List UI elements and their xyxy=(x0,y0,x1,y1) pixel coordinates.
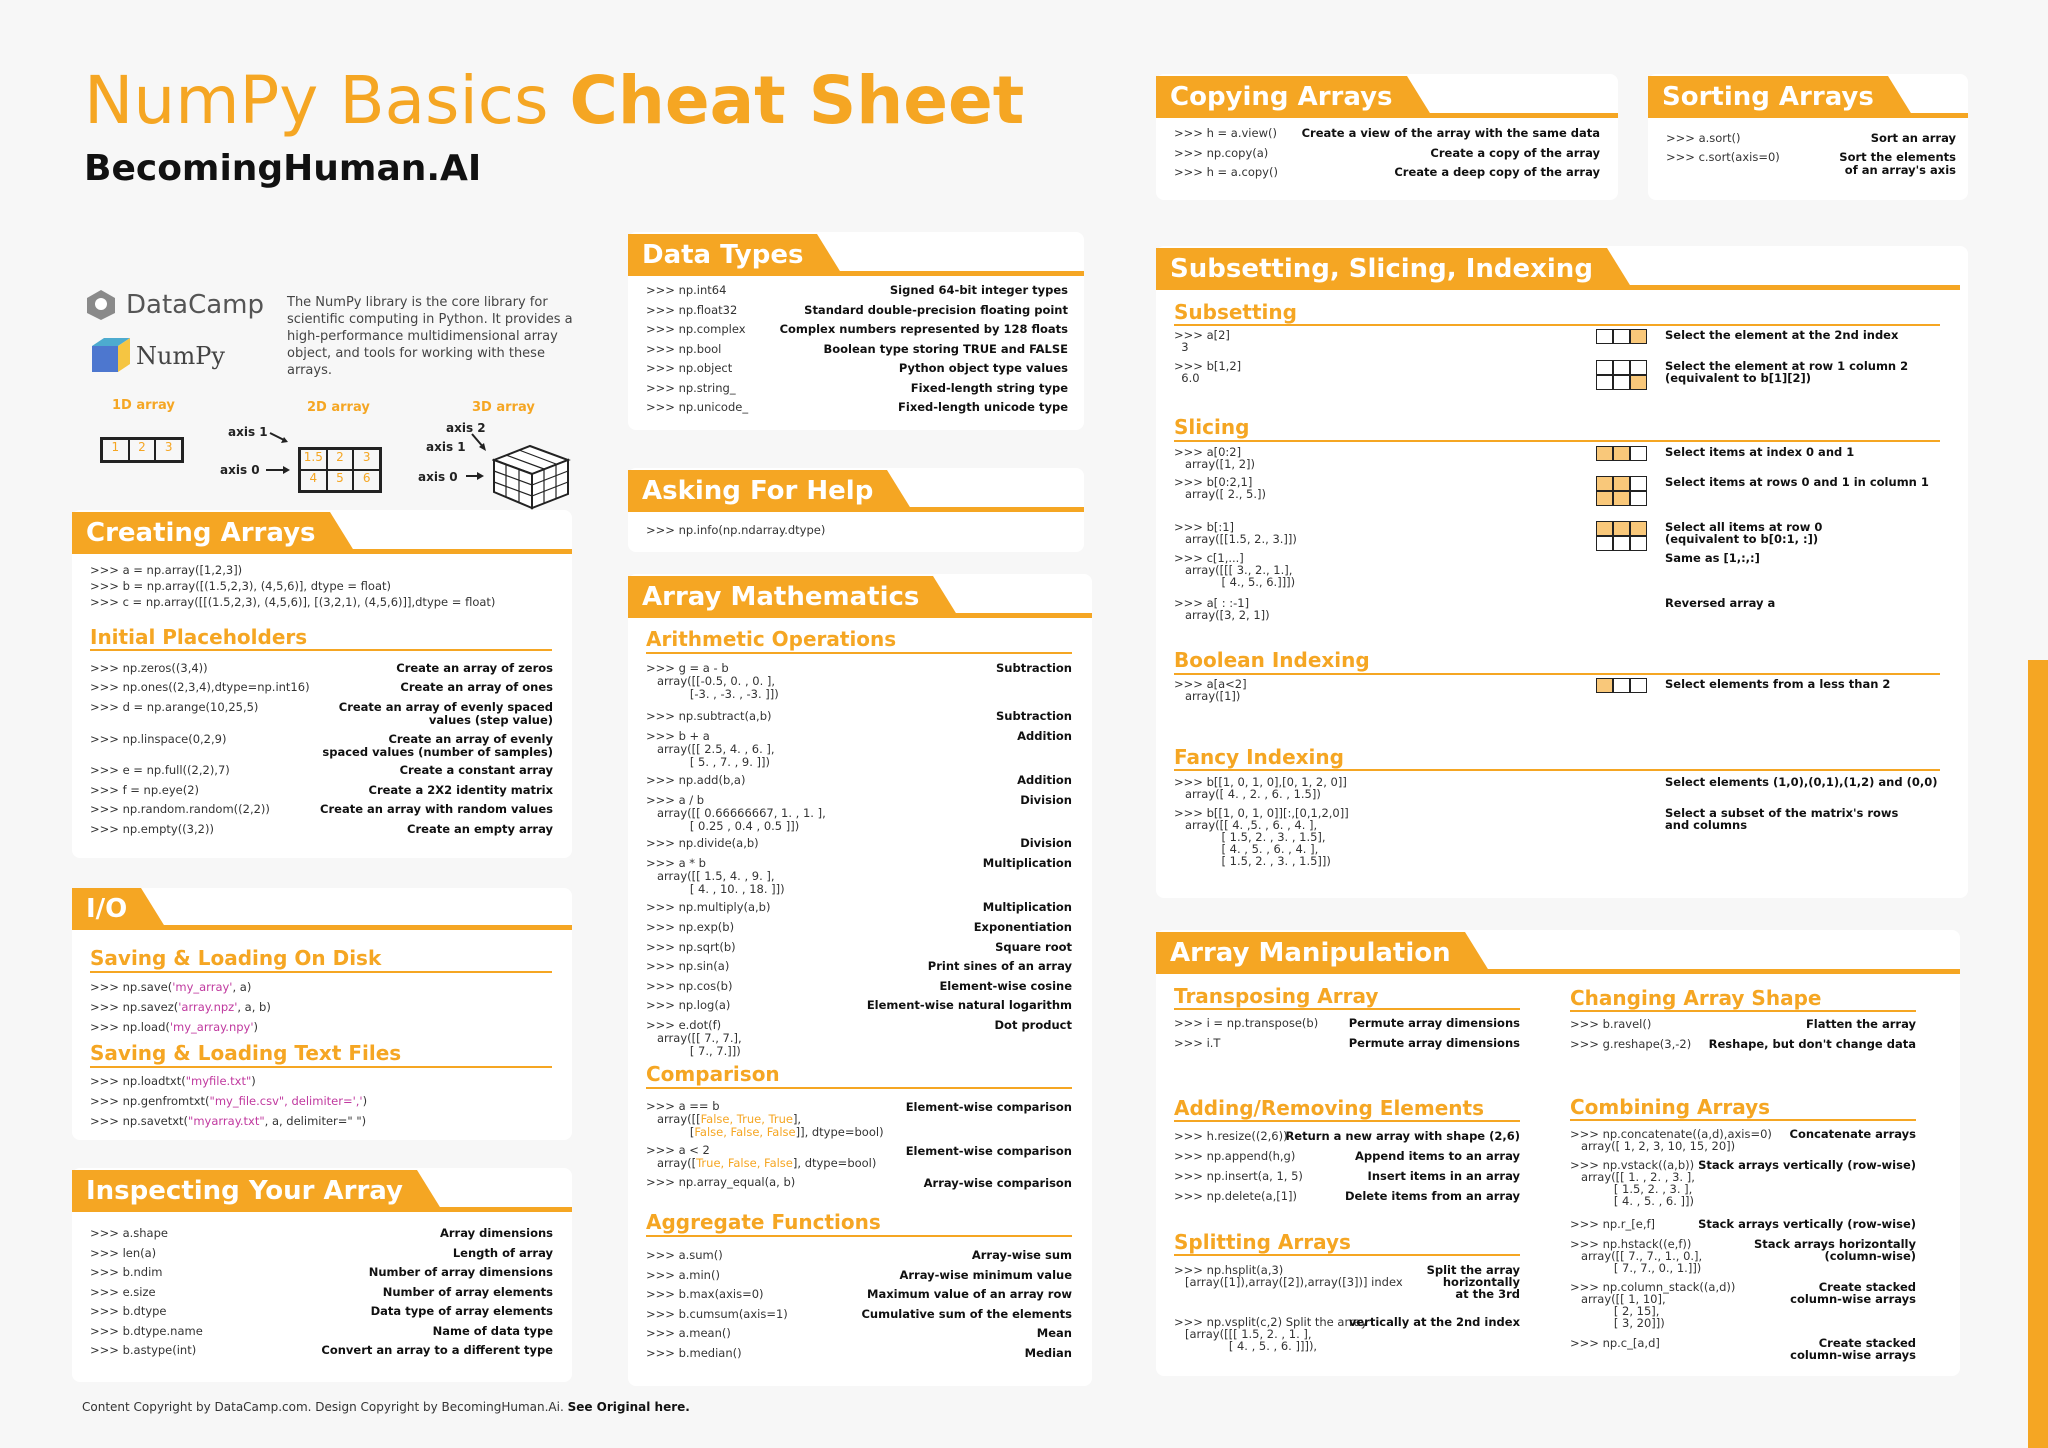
description: Boolean type storing TRUE and FALSE xyxy=(823,341,1068,356)
description: Return a new array with shape (2,6) xyxy=(1285,1129,1520,1143)
page-title xyxy=(84,62,1024,139)
label-2d-array: 2D array xyxy=(307,400,370,415)
divider xyxy=(72,1207,572,1212)
description: Select all items at row 0 (equivalent to b[0:1, :]) xyxy=(1665,520,1823,546)
description: Flatten the array xyxy=(1805,1017,1916,1031)
code-part: ], dtype=bool) xyxy=(792,1156,877,1170)
description: Array-wise comparison xyxy=(923,1176,1072,1190)
boolean-subtitle: Boolean Indexing xyxy=(1174,648,1370,672)
code-snippet: >>> i.T xyxy=(1174,1036,1221,1050)
code-snippet: >>> np.vsplit(c,2) Split the array [array([[[ 1.5, 2. , 1. ], [ 4. , 5. , 6. ]]]), xyxy=(1174,1315,1368,1353)
code-snippet: >>> np.divide(a,b) xyxy=(646,836,759,850)
slicing-subtitle: Slicing xyxy=(1174,415,1250,439)
label-1d-array: 1D array xyxy=(112,398,175,413)
mini-array-diagram xyxy=(1596,476,1647,491)
cell: 3 xyxy=(353,449,380,470)
description: Array-wise sum xyxy=(971,1248,1072,1262)
code-snippet: >>> np.column_stack((a,d)) array([[ 1, 10], [ 2, 15], [ 3, 20]]) xyxy=(1570,1280,1736,1330)
footer-text: Content Copyright by DataCamp.com. Design Copyright by BecomingHuman.Ai. xyxy=(82,1400,568,1414)
description: Create stacked column-wise arrays xyxy=(1790,1336,1916,1362)
code-snippet: >>> e.size xyxy=(90,1284,156,1299)
description: Element-wise comparison xyxy=(905,1100,1072,1114)
code-snippet: >>> np.hstack((e,f)) array([[ 7., 7., 1., 0.], [ 7., 7., 0., 1.]]) xyxy=(1570,1237,1703,1275)
code-snippet: >>> np.log(a) xyxy=(646,998,731,1012)
description: Standard double-precision floating point xyxy=(804,302,1068,317)
description: Create an array with random values xyxy=(320,802,553,816)
numpy-logo xyxy=(88,334,225,378)
code-snippet: >>> np.delete(a,[1]) xyxy=(1174,1189,1298,1203)
description: Cumulative sum of the elements xyxy=(861,1306,1072,1321)
code-snippet: >>> np.ones((2,3,4),dtype=np.int16) xyxy=(90,680,310,694)
description: Select items at rows 0 and 1 in column 1 xyxy=(1665,475,1929,489)
code-part: False, True, True xyxy=(700,1112,793,1126)
footer xyxy=(82,1400,690,1414)
aggregate-title: Aggregate Functions xyxy=(646,1210,881,1234)
code-snippet xyxy=(646,1176,795,1189)
code-snippet: >>> a.sort() xyxy=(1666,131,1741,145)
description: Delete items from an array xyxy=(1345,1189,1520,1203)
code-snippet: >>> h = a.copy() xyxy=(1174,165,1278,179)
code-snippet: >>> np.insert(a, 1, 5) xyxy=(1174,1169,1303,1183)
divider xyxy=(90,649,552,651)
code-snippet: >>> b[0:2,1] array([ 2., 5.]) xyxy=(1174,475,1266,501)
mini-array-diagram xyxy=(1596,491,1647,506)
code-snippet: >>> np.cos(b) xyxy=(646,979,733,993)
divider xyxy=(1174,1254,1520,1256)
code-snippet: >>> b[[1, 0, 1, 0],[0, 1, 2, 0]] array([ 4. , 2. , 6. , 1.5]) xyxy=(1174,775,1347,801)
io-title: I/O xyxy=(72,888,141,930)
combining-subtitle: Combining Arrays xyxy=(1570,1095,1771,1119)
code-part: >>> np.load( xyxy=(90,1020,170,1034)
subsetting-subtitle: Subsetting xyxy=(1174,300,1297,324)
code-part: ]], dtype=bool) xyxy=(795,1125,884,1139)
description: Reshape, but don't change data xyxy=(1708,1037,1916,1051)
code-snippet: >>> b[:1] array([[1.5, 2., 3.]]) xyxy=(1174,520,1297,546)
code-snippet: >>> b.astype(int) xyxy=(90,1343,197,1357)
cell: 4 xyxy=(300,470,327,491)
code-part: >>> np.save( xyxy=(90,980,173,994)
arithmetic-title: Arithmetic Operations xyxy=(646,627,897,651)
code-snippet: >>> a[ : :-1] array([3, 2, 1]) xyxy=(1174,596,1270,622)
cell: 1.5 xyxy=(300,449,327,470)
code-part: >>> np.genfromtxt( xyxy=(90,1094,210,1108)
description: Maximum value of an array row xyxy=(867,1287,1072,1301)
creating-code xyxy=(90,562,495,610)
shape-subtitle: Changing Array Shape xyxy=(1570,986,1822,1010)
brand-name: BecomingHuman.AI xyxy=(84,148,482,189)
description: Dot product xyxy=(994,1018,1072,1032)
description: Select the element at the 2nd index xyxy=(1665,328,1899,342)
filename: 'array.npz' xyxy=(178,1000,238,1014)
description: Addition xyxy=(1017,773,1072,787)
code-part: >>> np.loadtxt( xyxy=(90,1074,186,1088)
code-snippet xyxy=(646,1100,884,1139)
code-snippet xyxy=(90,1000,271,1014)
saving-disk-title: Saving & Loading On Disk xyxy=(90,946,382,970)
code-line: >>> b = np.array([(1.5,2,3), (4,5,6)], dtype = float) xyxy=(90,579,391,593)
description: Element-wise cosine xyxy=(939,979,1072,993)
divider xyxy=(1648,113,1968,118)
divider xyxy=(1156,285,1960,290)
description: Create a deep copy of the array xyxy=(1394,165,1600,179)
divider xyxy=(72,925,572,930)
creating-arrays-title: Creating Arrays xyxy=(72,512,330,554)
description: Complex numbers represented by 128 floats xyxy=(779,322,1068,336)
description: Permute array dimensions xyxy=(1348,1036,1520,1050)
edge-accent-bar xyxy=(2028,660,2048,1448)
description: Element-wise natural logarithm xyxy=(866,998,1072,1012)
code-snippet: >>> h.resize((2,6)) xyxy=(1174,1129,1288,1143)
filename: 'my_array' xyxy=(172,980,233,994)
code-snippet: >>> b.dtype xyxy=(90,1304,167,1318)
description: Element-wise comparison xyxy=(905,1144,1072,1158)
adding-subtitle: Adding/Removing Elements xyxy=(1174,1096,1484,1120)
description: Multiplication xyxy=(982,856,1072,870)
code-part: False, False, False xyxy=(694,1125,796,1139)
code-snippet: >>> np.append(h,g) xyxy=(1174,1149,1296,1163)
description: Division xyxy=(1020,836,1072,850)
code-snippet: >>> b.cumsum(axis=1) xyxy=(646,1306,788,1321)
code-part: >>> np.savetxt( xyxy=(90,1114,189,1128)
code-snippet: >>> np.add(b,a) xyxy=(646,773,746,787)
cell: 5 xyxy=(327,470,354,491)
subsetting-title: Subsetting, Slicing, Indexing xyxy=(1156,248,1607,290)
splitting-subtitle: Splitting Arrays xyxy=(1174,1230,1351,1254)
divider xyxy=(646,1235,1072,1237)
code-snippet xyxy=(90,1114,366,1128)
code-snippet: >>> b + a array([[ 2.5, 4. , 6. ], [ 5. , 7. , 9. ]]) xyxy=(646,729,775,769)
description: Subtraction xyxy=(996,709,1072,723)
inspecting-title: Inspecting Your Array xyxy=(72,1170,417,1212)
code-part: , a, delimiter=" ") xyxy=(264,1114,367,1128)
code-snippet: >>> np.c_[a,d] xyxy=(1570,1336,1660,1350)
title-light: NumPy Basics xyxy=(84,62,549,139)
help-title: Asking For Help xyxy=(628,470,887,512)
code-snippet: >>> np.zeros((3,4)) xyxy=(90,661,208,675)
description: Create an array of evenly spaced values (number of samples) xyxy=(322,732,553,759)
arrow-icons-2d xyxy=(262,425,322,485)
divider xyxy=(1156,113,1618,118)
divider xyxy=(1174,1120,1520,1122)
code-snippet: >>> np.multiply(a,b) xyxy=(646,900,771,914)
description: Select elements from a less than 2 xyxy=(1665,677,1891,691)
description: Stack arrays vertically (row-wise) xyxy=(1698,1217,1916,1231)
mini-array-diagram xyxy=(1596,536,1647,551)
code-part: ) xyxy=(362,1094,368,1108)
divider xyxy=(1156,969,1960,974)
code-snippet: >>> a[a<2] array([1]) xyxy=(1174,677,1247,703)
cell: 2 xyxy=(129,439,156,461)
description: Stack arrays horizontally (column-wise) xyxy=(1754,1237,1916,1263)
axis1-label-2d: axis 1 xyxy=(228,425,268,439)
code-snippet: >>> np.object xyxy=(646,361,733,375)
title-bold: Cheat Sheet xyxy=(569,62,1025,139)
code-snippet: >>> g.reshape(3,-2) xyxy=(1570,1037,1692,1051)
divider xyxy=(72,549,572,554)
description: Number of array elements xyxy=(382,1284,553,1299)
code-snippet xyxy=(646,1144,876,1170)
description: Subtraction xyxy=(996,661,1072,675)
code-snippet: >>> np.hsplit(a,3) [array([1]),array([2]),array([3])] index xyxy=(1174,1263,1403,1289)
divider xyxy=(1174,769,1940,771)
see-original-link[interactable]: See Original here. xyxy=(567,1400,690,1414)
code-part: >>> a < 2 array([ xyxy=(646,1143,710,1170)
mini-array-diagram xyxy=(1596,329,1647,344)
description: Array dimensions xyxy=(439,1226,553,1240)
code-snippet: >>> np.sin(a) xyxy=(646,959,730,973)
description: Create an array of zeros xyxy=(396,661,553,675)
description: Data type of array elements xyxy=(370,1304,553,1318)
code-snippet: >>> np.r_[e,f] xyxy=(1570,1217,1656,1231)
code-snippet: >>> np.int64 xyxy=(646,283,727,297)
cell: 2 xyxy=(327,449,354,470)
description: Multiplication xyxy=(982,900,1072,914)
numpy-cube-icon xyxy=(88,334,132,378)
cell: 3 xyxy=(155,439,182,461)
array-1d-diagram xyxy=(100,437,184,463)
description: Select the element at row 1 column 2 (equivalent to b[1][2]) xyxy=(1665,359,1909,385)
description: Create an empty array xyxy=(407,822,553,836)
code-part: True, False, False xyxy=(696,1156,793,1170)
code-snippet: >>> a * b array([[ 1.5, 4. , 9. ], [ 4. , 10. , 18. ]]) xyxy=(646,856,785,896)
cell: 1 xyxy=(102,439,129,461)
description: Append items to an array xyxy=(1354,1149,1520,1163)
code-snippet: >>> a.mean() xyxy=(646,1326,731,1340)
code-snippet: >>> b.ndim xyxy=(90,1265,163,1279)
description: Fixed-length unicode type xyxy=(898,400,1068,414)
divider xyxy=(646,652,1072,654)
axis0-label-3d: axis 0 xyxy=(418,470,458,484)
code-snippet: >>> c.sort(axis=0) xyxy=(1666,150,1780,164)
description: Exponentiation xyxy=(973,920,1072,934)
code-snippet: >>> d = np.arange(10,25,5) xyxy=(90,700,259,714)
initial-placeholders-title: Initial Placeholders xyxy=(90,625,308,649)
fancy-subtitle: Fancy Indexing xyxy=(1174,745,1344,769)
datacamp-label: DataCamp xyxy=(126,290,264,320)
description: Insert items in an array xyxy=(1367,1169,1520,1183)
description: Split the array horizontally at the 3rd xyxy=(1426,1263,1520,1301)
sorting-title: Sorting Arrays xyxy=(1648,76,1888,118)
code-snippet: >>> a.min() xyxy=(646,1267,720,1282)
code-part: ) xyxy=(251,1074,256,1088)
description: Stack arrays vertically (row-wise) xyxy=(1698,1158,1916,1172)
code-snippet: >>> np.linspace(0,2,9) xyxy=(90,732,227,746)
code-snippet: >>> f = np.eye(2) xyxy=(90,783,200,797)
code-snippet: >>> g = a - b array([[-0.5, 0. , 0. ], [-3. , -3. , -3. ]]) xyxy=(646,661,779,701)
divider xyxy=(90,971,552,973)
code-snippet xyxy=(90,1020,258,1034)
help-code: >>> np.info(np.ndarray.dtype) xyxy=(646,523,826,537)
code-snippet: >>> np.exp(b) xyxy=(646,920,735,934)
description: Select elements (1,0),(0,1),(1,2) and (0,0) xyxy=(1665,775,1938,789)
mini-array-diagram xyxy=(1596,446,1647,461)
description: Create stacked column-wise arrays xyxy=(1790,1280,1916,1306)
code-snippet: >>> np.sqrt(b) xyxy=(646,940,736,954)
description: Array-wise minimum value xyxy=(899,1267,1072,1282)
code-snippet: >>> a[0:2] array([1, 2]) xyxy=(1174,445,1256,471)
code-snippet: >>> np.concatenate((a,d),axis=0) array([ 1, 2, 3, 10, 15, 20]) xyxy=(1570,1127,1772,1153)
intro-text: The NumPy library is the core library for scientific computing in Python. It provides a high-performance multidimensional array object, and tools for working with these arrays. xyxy=(287,295,573,378)
filename: "myarray.txt" xyxy=(188,1114,265,1128)
description: Signed 64-bit integer types xyxy=(889,283,1068,297)
description: Median xyxy=(1024,1345,1072,1360)
description: Create a view of the array with the same data xyxy=(1301,126,1600,140)
divider xyxy=(1174,324,1940,326)
description: Convert an array to a different type xyxy=(321,1343,553,1357)
code-snippet: >>> np.string_ xyxy=(646,380,736,395)
filename: 'my_array.npy' xyxy=(169,1020,254,1034)
axis1-label-3d: axis 1 xyxy=(426,440,466,454)
description: Permute array dimensions xyxy=(1348,1016,1520,1030)
description: Division xyxy=(1020,793,1072,807)
code-snippet: >>> b.ravel() xyxy=(1570,1017,1652,1031)
description: Create an array of ones xyxy=(400,680,553,694)
code-snippet: >>> np.unicode_ xyxy=(646,400,749,414)
numpy-label: NumPy xyxy=(136,342,225,370)
label-3d-array: 3D array xyxy=(472,400,535,415)
divider xyxy=(90,1066,552,1068)
code-part: >>> np.savez( xyxy=(90,1000,179,1014)
code-snippet xyxy=(90,1094,367,1108)
code-part: ) xyxy=(253,1020,259,1034)
mini-array-diagram xyxy=(1596,521,1647,536)
description: Same as [1,:,:] xyxy=(1665,551,1760,565)
description: Create a copy of the array xyxy=(1430,145,1600,160)
mini-array-diagram xyxy=(1596,375,1647,390)
code-snippet: >>> np.random.random((2,2)) xyxy=(90,802,270,816)
datacamp-icon xyxy=(84,288,118,322)
data-types-title: Data Types xyxy=(628,234,817,276)
code-part: ], xyxy=(792,1112,802,1126)
description: Create an array of evenly spaced values (step value) xyxy=(338,700,553,727)
transposing-subtitle: Transposing Array xyxy=(1174,984,1379,1008)
code-snippet: >>> len(a) xyxy=(90,1245,157,1260)
description: Mean xyxy=(1036,1326,1072,1340)
code-snippet: >>> h = a.view() xyxy=(1174,126,1277,140)
code-part: , a, b) xyxy=(237,1000,271,1014)
code-snippet: >>> b.dtype.name xyxy=(90,1323,203,1338)
code-snippet: >>> np.vstack((a,b)) array([[ 1. , 2. , 3. ], [ 1.5, 2. , 3. ], [ 4. , 5. , 6. ]]) xyxy=(1570,1158,1695,1208)
manipulation-title: Array Manipulation xyxy=(1156,932,1465,974)
axis2-label-3d: axis 2 xyxy=(446,421,486,435)
description: Sort the elements of an array's axis xyxy=(1839,150,1956,177)
code-snippet: >>> e = np.full((2,2),7) xyxy=(90,763,230,777)
code-snippet: >>> a / b array([[ 0.66666667, 1. , 1. ], [ 0.25 , 0.4 , 0.5 ]]) xyxy=(646,793,826,833)
code-snippet: >>> np.copy(a) xyxy=(1174,145,1269,160)
mini-array-diagram xyxy=(1596,360,1647,375)
description: Concatenate arrays xyxy=(1789,1127,1916,1141)
code-snippet: >>> a.sum() xyxy=(646,1248,723,1262)
code-snippet: >>> i = np.transpose(b) xyxy=(1174,1016,1319,1030)
description: Create a constant array xyxy=(399,763,553,777)
divider xyxy=(646,1087,1072,1089)
code-snippet: >>> np.float32 xyxy=(646,302,738,317)
code-snippet xyxy=(90,1074,256,1088)
description: Number of array dimensions xyxy=(368,1265,553,1279)
math-title: Array Mathematics xyxy=(628,576,933,618)
datacamp-logo xyxy=(84,288,264,322)
description: Create a 2X2 identity matrix xyxy=(368,783,553,797)
description: Python object type values xyxy=(898,361,1068,375)
divider xyxy=(1174,440,1940,442)
description: Addition xyxy=(1017,729,1072,743)
code-snippet xyxy=(90,980,251,994)
divider xyxy=(628,271,1084,276)
code-part: , a) xyxy=(232,980,252,994)
mini-array-diagram xyxy=(1596,678,1647,693)
code-snippet: >>> b[[1, 0, 1, 0]][:,[0,1,2,0]] array([[ 4. ,5. , 6. , 4. ], [ 1.5, 2. , 3. , 1.5], [ 4. , 5. , 6. , 4. ], [ 1.5, 2. , 3. , 1.5]]) xyxy=(1174,806,1349,868)
code-snippet: >>> np.bool xyxy=(646,341,722,356)
filename: "my_file.csv", delimiter=',' xyxy=(209,1094,363,1108)
code-snippet: >>> b.median() xyxy=(646,1345,742,1360)
code-part: >>> a == b array([[ xyxy=(646,1099,720,1126)
description: Select a subset of the matrix's rows and columns xyxy=(1665,806,1899,832)
divider xyxy=(1174,673,1940,675)
code-line: >>> a = np.array([1,2,3]) xyxy=(90,563,243,577)
code-snippet: >>> e.dot(f) array([[ 7., 7.], [ 7., 7.]]) xyxy=(646,1018,742,1058)
code-snippet: >>> a.shape xyxy=(90,1226,168,1240)
description: vertically at the 2nd index xyxy=(1348,1315,1520,1329)
code-snippet: >>> a[2] 3 xyxy=(1174,328,1230,354)
description: Name of data type xyxy=(432,1323,553,1338)
divider xyxy=(628,507,1084,512)
divider xyxy=(1570,1010,1916,1012)
description: Select items at index 0 and 1 xyxy=(1665,445,1855,459)
copying-title: Copying Arrays xyxy=(1156,76,1407,118)
code-snippet: >>> b.max(axis=0) xyxy=(646,1287,764,1301)
code-snippet: >>> b[1,2] 6.0 xyxy=(1174,359,1242,385)
code-part: >>> np.array_equal(a, b) xyxy=(646,1175,796,1189)
description: Square root xyxy=(995,940,1072,954)
saving-text-title: Saving & Loading Text Files xyxy=(90,1041,402,1065)
code-line: >>> c = np.array([[(1.5,2,3), (4,5,6)], [(3,2,1), (4,5,6)]],dtype = float) xyxy=(90,595,496,609)
code-snippet: >>> np.complex xyxy=(646,322,746,336)
code-snippet: >>> np.empty((3,2)) xyxy=(90,822,214,836)
code-snippet: >>> c[1,...] array([[[ 3., 2., 1.], [ 4., 5., 6.]]]) xyxy=(1174,551,1296,589)
description: Length of array xyxy=(452,1245,553,1260)
code-snippet: >>> np.subtract(a,b) xyxy=(646,709,772,723)
divider xyxy=(1570,1119,1916,1121)
divider xyxy=(628,613,1092,618)
description: Sort an array xyxy=(1870,131,1956,145)
filename: "myfile.txt" xyxy=(185,1074,252,1088)
cell: 6 xyxy=(353,470,380,491)
comparison-title: Comparison xyxy=(646,1062,780,1086)
axis0-label-2d: axis 0 xyxy=(220,463,260,477)
description: Reversed array a xyxy=(1665,596,1776,610)
code-part: [ xyxy=(646,1125,695,1139)
divider xyxy=(1174,1008,1520,1010)
description: Fixed-length string type xyxy=(910,380,1068,395)
cube-3d-diagram xyxy=(492,442,572,512)
description: Print sines of an array xyxy=(927,959,1072,973)
